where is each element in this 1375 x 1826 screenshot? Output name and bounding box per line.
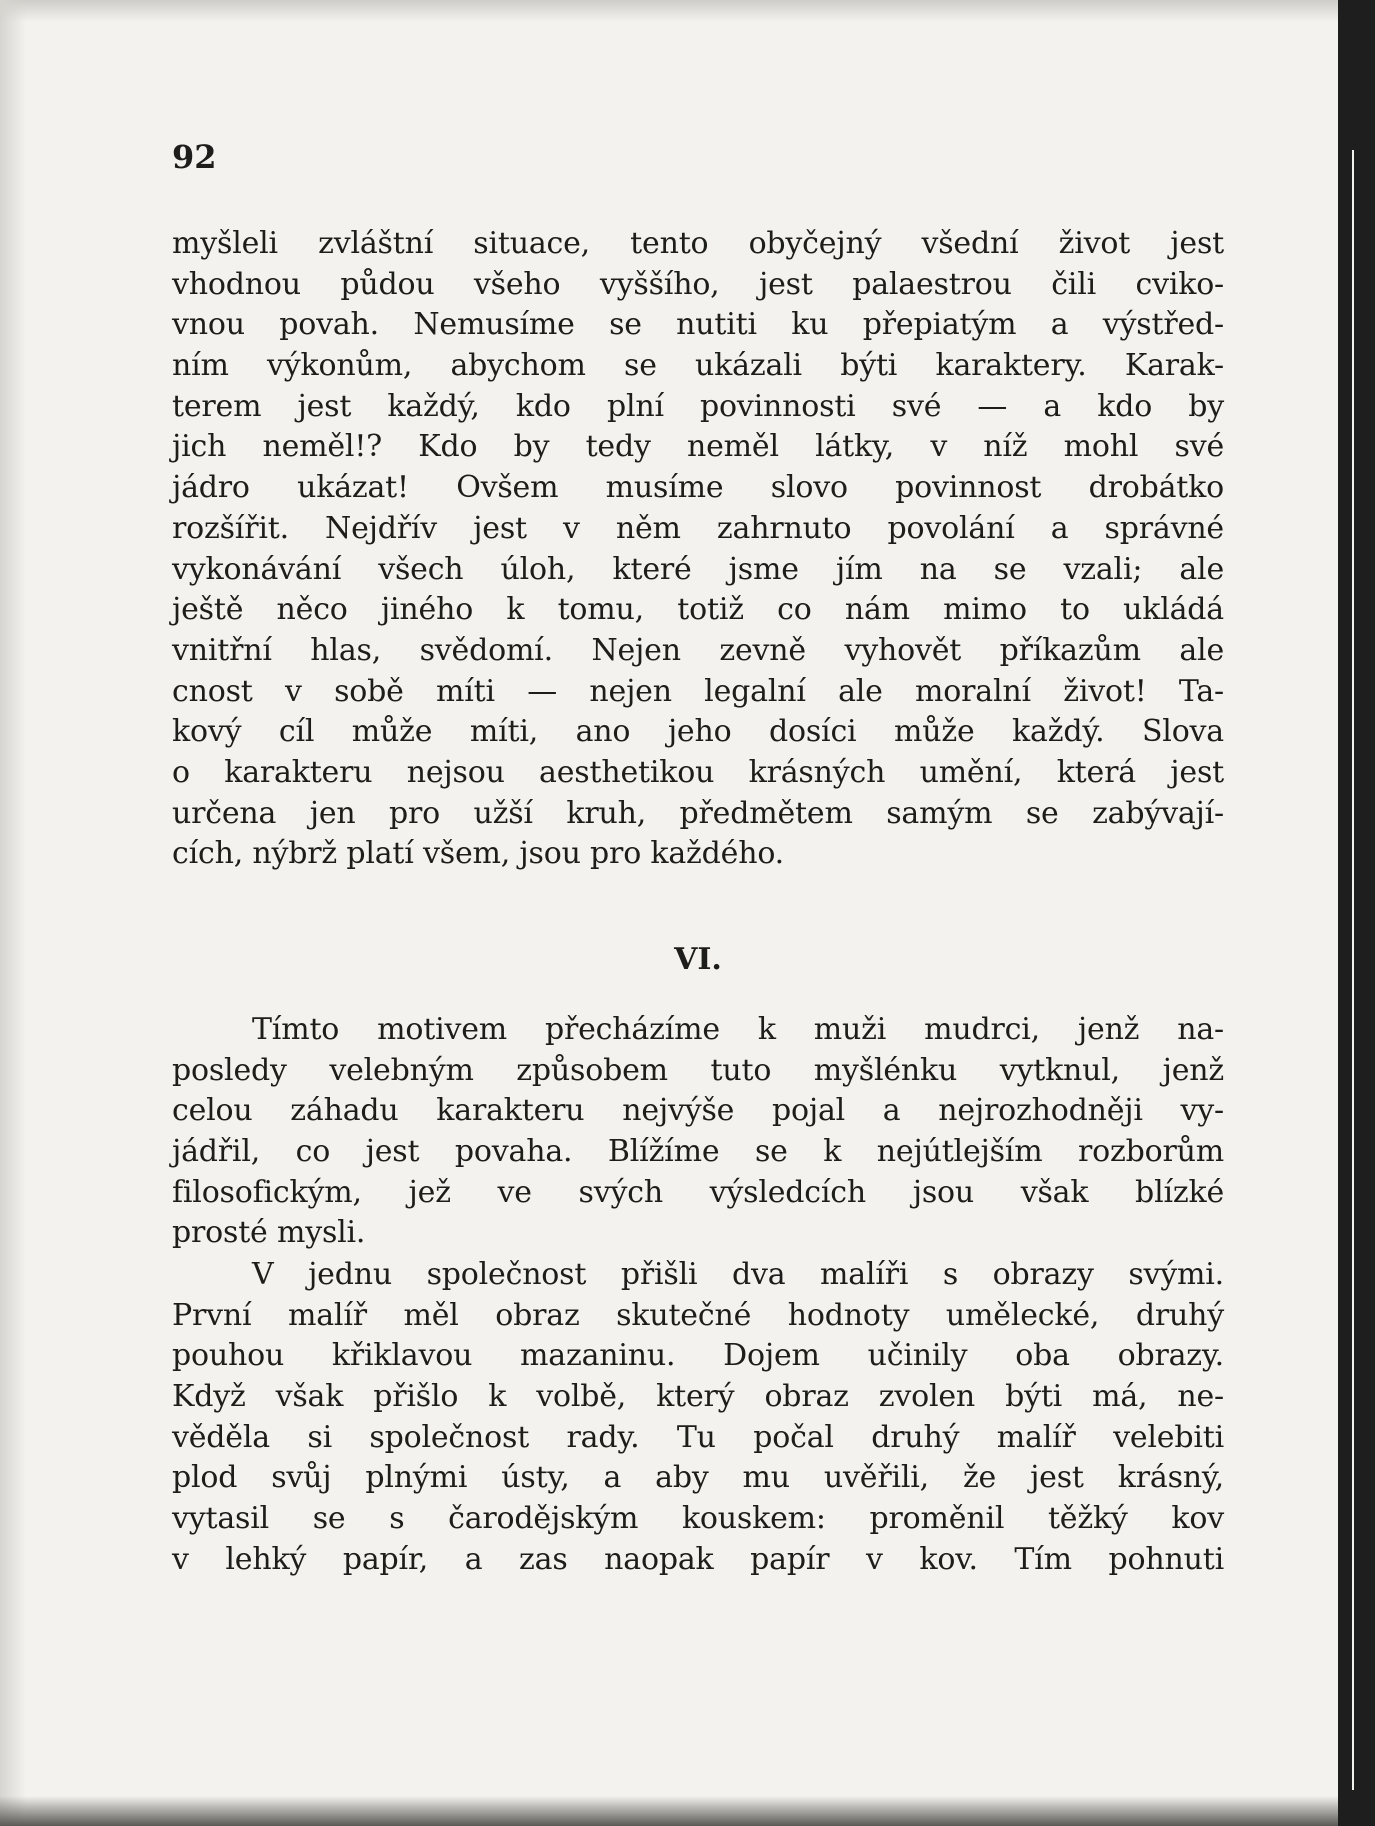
text-line: terem jest každý, kdo plní povinnosti své — a kdo by — [172, 388, 1224, 424]
text-line: věděla si společnost rady. Tu počal druhý malíř velebiti — [172, 1419, 1224, 1455]
text-line: vytasil se s čarodějským kouskem: proměnil těžký kov — [172, 1501, 1224, 1537]
text-line: V jednu společnost přišli dva malíři s obrazy svými. — [252, 1257, 1224, 1292]
text-line: První malíř měl obraz skutečné hodnoty umělecké, druhý — [172, 1297, 1224, 1333]
text-line: myšleli zvláštní situace, tento obyčejný všední život jest — [172, 226, 1224, 261]
text-line: cích, nýbrž platí všem, jsou pro každého. — [172, 836, 785, 872]
text-line: vhodnou půdou všeho vyššího, jest palaestrou čili cviko- — [172, 266, 1224, 302]
text-line: celou záhadu karakteru nejvýše pojal a nejrozhodněji vy- — [172, 1093, 1224, 1129]
text-line: určena jen pro užší kruh, předmětem samým se zabývají- — [172, 795, 1224, 831]
binding-rule — [1352, 150, 1354, 1790]
paragraph-1 — [172, 224, 1224, 875]
text-line: Když však přišlo k volbě, který obraz zvolen býti má, ne- — [172, 1379, 1224, 1415]
text-line: cnost v sobě míti — nejen legalní ale moralní život! Ta- — [172, 673, 1224, 709]
text-line: vnitřní hlas, svědomí. Nejen zevně vyhovět příkazům ale — [172, 632, 1224, 668]
text-line: o karakteru nejsou aesthetikou krásných umění, která jest — [172, 754, 1224, 790]
text-line: prosté mysli. — [172, 1215, 366, 1251]
text-line: filosofickým, jež ve svých výsledcích jsou však blízké — [172, 1174, 1224, 1210]
section-heading: VI. — [674, 942, 722, 977]
binding-shadow — [1338, 0, 1375, 1826]
text-line: plod svůj plnými ústy, a aby mu uvěřili, že jest krásný, — [172, 1460, 1224, 1496]
text-line: pouhou křiklavou mazaninu. Dojem učinily oba obrazy. — [172, 1338, 1224, 1374]
text-line: vykonávání všech úloh, které jsme jím na se vzali; ale — [172, 551, 1224, 587]
text-line: jich neměl!? Kdo by tedy neměl látky, v níž mohl své — [172, 429, 1224, 465]
text-line: kový cíl může míti, ano jeho dosíci může každý. Slova — [172, 714, 1224, 750]
text-line: rozšířit. Nejdřív jest v něm zahrnuto povolání a správné — [172, 510, 1224, 546]
text-line: jádřil, co jest povaha. Blížíme se k nejútlejším rozborům — [172, 1134, 1224, 1170]
text-line: ním výkonům, abychom se ukázali býti karaktery. Karak- — [172, 348, 1224, 384]
page-number: 92 — [172, 138, 217, 176]
scan-edge-bottom — [0, 1796, 1375, 1826]
text-line: vnou povah. Nemusíme se nutiti ku přepiatým a výstřed- — [172, 307, 1224, 343]
text-line: posledy velebným způsobem tuto myšlénku vytknul, jenž — [172, 1052, 1224, 1088]
text-line: ještě něco jiného k tomu, totiž co nám mimo to ukládá — [172, 592, 1224, 628]
text-line: jádro ukázat! Ovšem musíme slovo povinnost drobátko — [172, 470, 1224, 506]
text-line: v lehký papír, a zas naopak papír v kov. Tím pohnuti — [172, 1541, 1224, 1577]
paragraph-2 — [172, 1010, 1224, 1254]
paragraph-3 — [172, 1255, 1224, 1581]
text-line: Tímto motivem přecházíme k muži mudrci, jenž na- — [252, 1012, 1224, 1047]
